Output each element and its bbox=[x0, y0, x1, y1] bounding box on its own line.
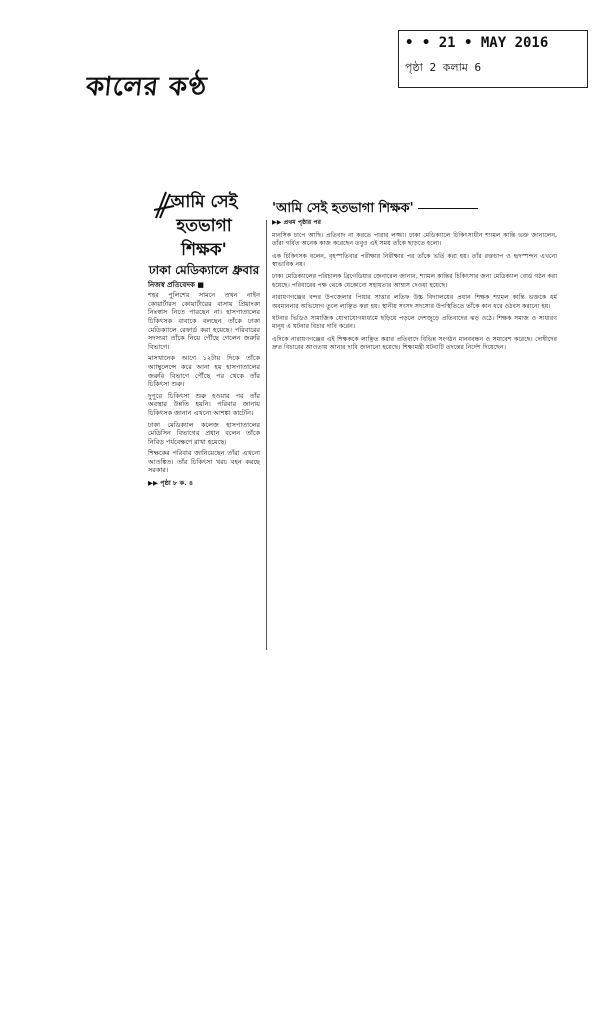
left-headline bbox=[148, 190, 260, 262]
right-paragraph-4: নারায়ণগঞ্জের বন্দর উপজেলার পিয়ার সাত্তার লতিফ উচ্চ বিদ্যালয়ের প্রধান শিক্ষক শ্যামল কান্তি ভক্তকে ধর্ম অবমাননার অভিযোগ তুলে লাঞ্ছিত করা হয়। স্থানীয় সংসদ সদস্যের উপস্থিতিতে তাঁকে কান ধরে ওঠবস করানো হয়। bbox=[272, 294, 557, 310]
left-headline-line-3: শিক্ষক' bbox=[181, 240, 227, 260]
right-paragraph-3: ঢাকা মেডিক্যালের পরিচালক ব্রিগেডিয়ার জেনারেল জানান, শ্যামল কান্তির চিকিৎসার জন্য মেডিক্যাল বোর্ড গঠন করা হয়েছে। পরিবারের পক্ষ থেকে যেকোনো সহায়তার আশ্বাস দেওয়া হয়েছে। bbox=[272, 273, 557, 289]
left-article bbox=[148, 190, 260, 488]
column-divider bbox=[266, 220, 267, 650]
right-headline-text: 'আমি সেই হতভাগা শিক্ষক' bbox=[272, 201, 414, 216]
left-paragraph-4: ঢাকা মেডিক্যাল কলেজ হাসপাতালের মেডিসিন বিভাগের প্রধান বলেন তাঁকে নিবিড় পর্যবেক্ষণে রাখা হয়েছে। bbox=[148, 420, 260, 446]
stamp-page-column: পৃষ্ঠা 2 কলাম 6 bbox=[405, 61, 482, 74]
stamp-date: • • 21 • MAY 2016 bbox=[405, 35, 549, 51]
right-paragraph-6: এদিকে নারায়ণগঞ্জের এই শিক্ষককে লাঞ্ছিত করার প্রতিবাদে বিভিন্ন সংগঠন মানববন্ধন ও সমাবেশ করেছে। দোষীদের দ্রুত বিচারের আওতায় আনার দাবি জানানো হয়েছে। শিক্ষামন্ত্রী ঘটনাটি তদন্তের নির্দেশ দিয়েছেন। bbox=[272, 335, 557, 352]
right-paragraph-2: এক চিকিৎসক বলেন, বৃহস্পতিবার পরীক্ষার নিরীক্ষার পর তাঁকে ভর্তি করা হয়। তাঁর রক্তচাপ ও হৃদস্পন্দন এখনো স্বাভাবিক নয়। bbox=[272, 252, 557, 269]
headline-rule bbox=[418, 208, 478, 209]
left-paragraph-2: মাসখানেক আগে ১২টায় দিকে তাঁকে অ্যাম্বুলেন্সে করে আনা হয় হাসপাতালের জরুরি বিভাগে পৌঁছে পর থেকে তাঁর চিকিৎসা শুরু। bbox=[148, 354, 260, 389]
left-subhead: ঢাকা মেডিক্যালে ধ্রুবার bbox=[148, 263, 260, 277]
left-paragraph-3: দুপুরে চিকিৎসা শুরু হওয়ার পর তাঁর অবস্থার উন্নতি হয়নি। পরিবার জানায় চিকিৎসক জানান এখনো আশঙ্কা কাটেনি। bbox=[148, 391, 260, 417]
right-paragraph-5: ঘটনার ভিডিও সামাজিক যোগাযোগমাধ্যমে ছড়িয়ে পড়লে দেশজুড়ে প্রতিবাদের ঝড় ওঠে। শিক্ষক সমাজ ও সাধারণ মানুষ এ ঘটনার বিচার দাবি করেন। bbox=[272, 315, 557, 331]
newspaper-masthead: কালের কণ্ঠ bbox=[84, 72, 209, 102]
left-headline-line-2: হতভাগা bbox=[176, 216, 232, 236]
right-article bbox=[272, 201, 557, 357]
clipping-stamp bbox=[398, 30, 588, 88]
left-continued-marker: ▶▶ পৃষ্ঠা ৮ ক. ৪ bbox=[148, 479, 194, 488]
left-headline-line-1: আমি সেই bbox=[170, 192, 238, 212]
right-headline bbox=[272, 201, 557, 216]
left-byline: নিজস্ব প্রতিবেদক ■ bbox=[148, 280, 204, 289]
right-paragraph-1: মানসিক চাপে আছি। প্রতিবাদ না করতে পারার লজ্জা। ঢাকা মেডিক্যালে চিকিৎসাধীন শ্যামল কান্তি ভক্ত জানালেন, তাঁরা গর্বিত অনেক কাজ করেছেন তবুও এই সময় তাঁকে ছাড়তে হলো। bbox=[272, 231, 557, 248]
left-paragraph-1: শহর পুলিশের সামনে তখন নাইন কোয়ার্টারস কোয়ার্টারের বাসায় প্রিয়াংকা নিঃস্বাস নিতে পারছেন না। হাসপাতালের চিকিৎসক বাবাকে বলছেন তাঁকে ঢাকা মেডিক্যালে রেফার্ড করা হয়েছে। পরিবারের সদস্যরা তাঁকে নিয়ে পৌঁছে গেলেন জরুরি বিভাগে। bbox=[148, 291, 260, 351]
left-paragraph-5: শিক্ষকের পরিবার জানিয়েছেন তাঁরা এখনো আতঙ্কিত। তাঁর চিকিৎসা খরচ বহন করছে সরকার। bbox=[148, 449, 260, 475]
right-from-page-marker: ▶▶ প্রথম পৃষ্ঠার পর bbox=[272, 219, 322, 227]
